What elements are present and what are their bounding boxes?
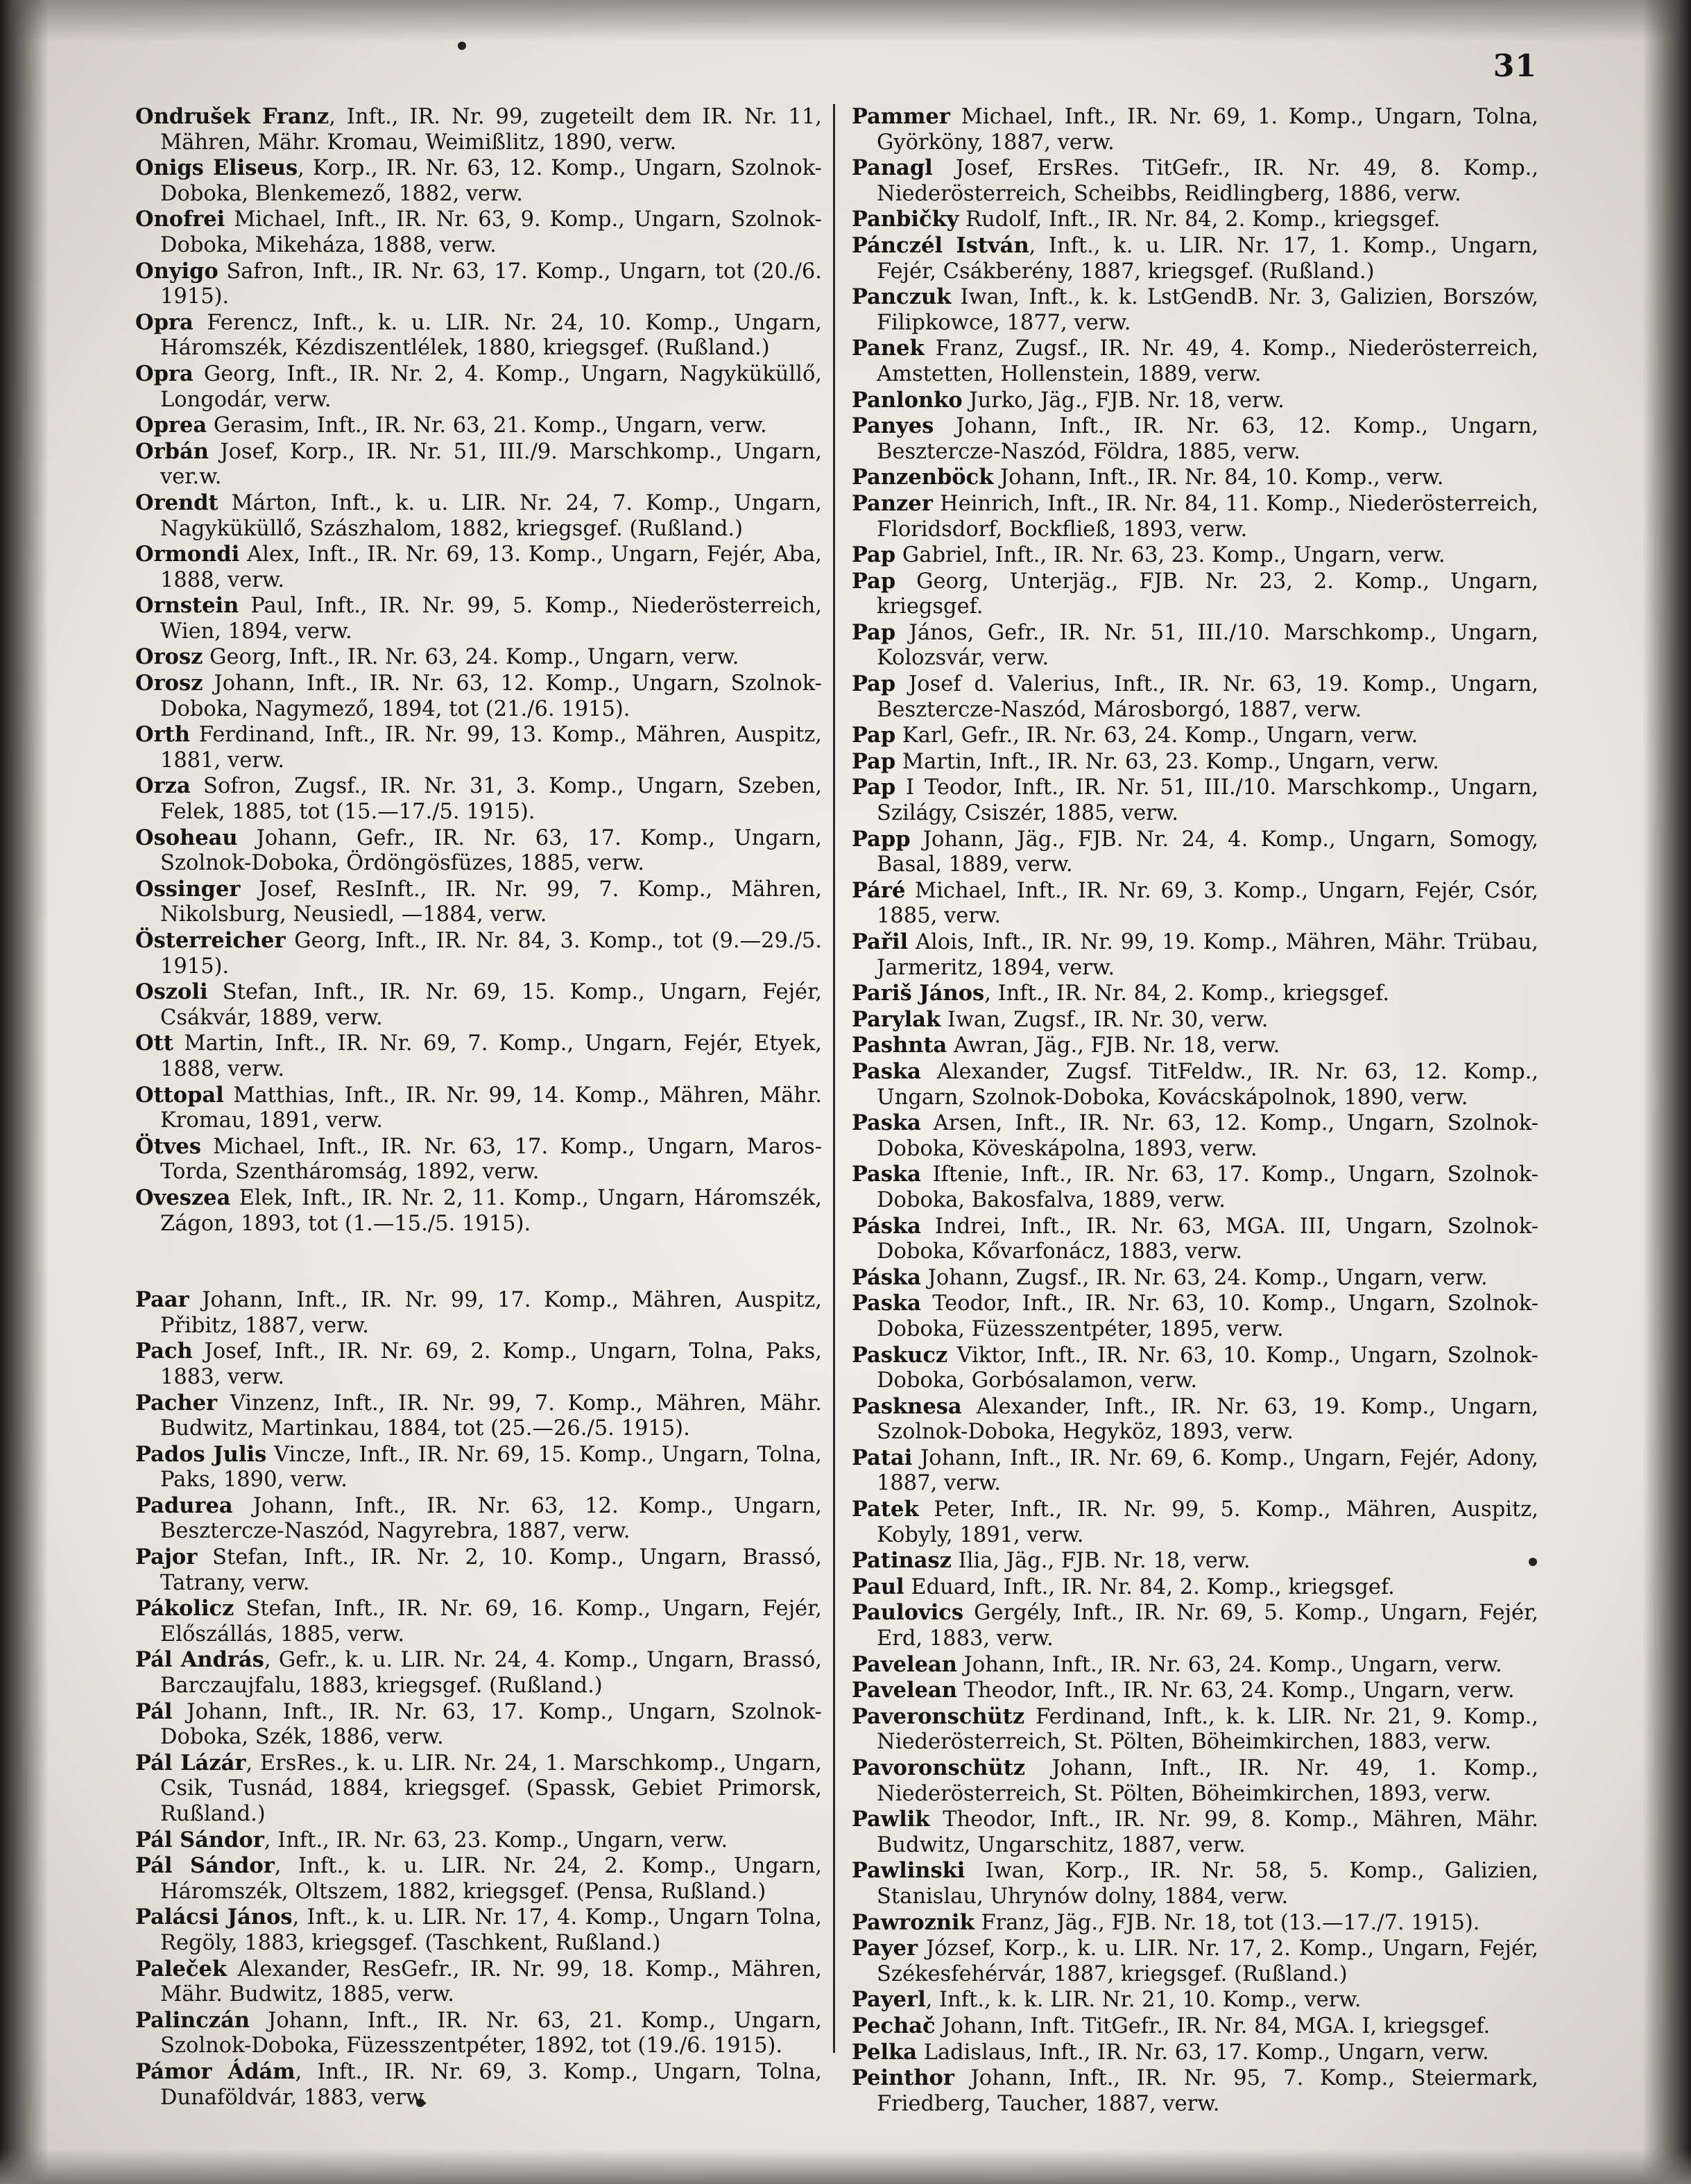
- entry-surname: Panagl: [852, 155, 933, 181]
- entry-surname: Orbán: [135, 438, 209, 464]
- left-column: [135, 104, 822, 2110]
- entry-details: József, Korp., k. u. LIR. Nr. 17, 2. Komp., Ungarn, Fejér, Székesfehérvár, 1887, kriegsgef. (Rußland.): [877, 1936, 1538, 1986]
- entry-details: Rudolf, Inft., IR. Nr. 84, 2. Komp., kriegsgef.: [959, 207, 1441, 232]
- list-entry: [135, 1185, 822, 1237]
- list-entry: [852, 207, 1538, 233]
- list-entry: [852, 465, 1538, 491]
- entry-details: Stefan, Inft., IR. Nr. 69, 16. Komp., Ungarn, Fejér, Előszállás, 1885, verw.: [160, 1597, 822, 1646]
- list-entry: [135, 1904, 822, 1956]
- list-entry: [135, 413, 822, 439]
- entry-surname: Panzenböck: [852, 465, 994, 490]
- list-entry: [135, 207, 822, 258]
- entry-surname: Österreicher: [135, 928, 286, 953]
- entry-details: Jurko, Jäg., FJB. Nr. 18, verw.: [962, 388, 1285, 413]
- list-entry: [135, 773, 822, 825]
- entry-details: Alexander, ResGefr., IR. Nr. 99, 18. Komp., Mähren, Mähr. Budwitz, 1885, verw.: [160, 1957, 822, 2007]
- list-entry: [135, 1596, 822, 1647]
- list-entry: [852, 1936, 1538, 1987]
- entry-surname: Orosz: [135, 644, 203, 670]
- entry-details: Johann, Inft., IR. Nr. 63, 21. Komp., Ungarn, Szolnok-Doboka, Füzesszentpéter, 1892, tot (19./6. 1915).: [160, 2008, 822, 2058]
- entry-details: Josef, ErsRes. TitGefr., IR. Nr. 49, 8. Komp., Niederösterreich, Scheibbs, Reidlingberg, 1886, verw.: [877, 156, 1538, 206]
- entry-details: Michael, Inft., IR. Nr. 63, 17. Komp., Ungarn, Maros-Torda, Szentháromság, 1892, verw.: [160, 1134, 822, 1185]
- entry-surname: Paulovics: [852, 1600, 964, 1626]
- entry-details: Johann, Inft., IR. Nr. 69, 6. Komp., Ungarn, Fejér, Adony, 1887, verw.: [877, 1445, 1538, 1496]
- entry-details: , Inft., IR. Nr. 99, zugeteilt dem IR. Nr. 11, Mähren, Mähr. Kromau, Weimißlitz, 1890, verw.: [160, 105, 822, 155]
- list-entry: [852, 1652, 1538, 1678]
- entry-details: , Inft., IR. Nr. 84, 2. Komp., kriegsgef.: [984, 981, 1390, 1006]
- entry-details: Georg, Unterjäg., FJB. Nr. 23, 2. Komp., Ungarn, kriegsgef.: [877, 569, 1538, 619]
- entry-surname: Oprea: [135, 413, 207, 438]
- list-entry: [852, 1807, 1538, 1858]
- entry-details: Johann, Inft., IR. Nr. 84, 10. Komp., verw.: [993, 465, 1444, 490]
- list-entry: [852, 2065, 1538, 2117]
- entry-details: Iwan, Zugsf., IR. Nr. 30, verw.: [941, 1007, 1269, 1032]
- list-entry: [135, 825, 822, 877]
- list-entry: [135, 361, 822, 413]
- list-entry: [135, 1957, 822, 2008]
- list-entry: [852, 1987, 1538, 2013]
- list-entry: [852, 1394, 1538, 1445]
- list-entry: [852, 388, 1538, 414]
- entry-details: Johann, Inft. TitGefr., IR. Nr. 84, MGA. I, kriegsgef.: [935, 2013, 1491, 2038]
- list-entry: [852, 929, 1538, 981]
- list-entry: [852, 284, 1538, 336]
- scan-shadow-right: [1642, 0, 1691, 2184]
- entry-surname: Páska: [852, 1264, 921, 1290]
- list-entry: [135, 310, 822, 361]
- entry-details: Gabriel, Inft., IR. Nr. 63, 23. Komp., Ungarn, verw.: [895, 543, 1445, 568]
- entry-details: Stefan, Inft., IR. Nr. 69, 15. Komp., Ungarn, Fejér, Csákvár, 1889, verw.: [160, 980, 822, 1030]
- list-entry: [852, 104, 1538, 155]
- entry-surname: Pámor Ádám: [135, 2058, 295, 2084]
- list-entry: [852, 1445, 1538, 1497]
- entry-details: Stefan, Inft., IR. Nr. 2, 10. Komp., Ungarn, Brassó, Tatrany, verw.: [160, 1545, 822, 1595]
- list-entry: [852, 1574, 1538, 1601]
- entry-surname: Pál Sándor: [135, 1853, 275, 1879]
- entry-surname: Panlonko: [852, 387, 963, 413]
- list-entry: [852, 827, 1538, 878]
- entry-details: Georg, Inft., IR. Nr. 84, 3. Komp., tot (9.—29./5. 1915).: [160, 929, 822, 979]
- entry-details: János, Gefr., IR. Nr. 51, III./10. Marschkomp., Ungarn, Kolozsvár, verw.: [877, 620, 1538, 671]
- column-divider: [833, 104, 835, 2053]
- list-entry: [135, 1391, 822, 1442]
- entry-surname: Pajor: [135, 1545, 198, 1570]
- list-entry: [852, 620, 1538, 671]
- entry-details: Johann, Inft., IR. Nr. 49, 1. Komp., Niederösterreich, St. Pölten, Böheimkirchen, 1893, verw.: [877, 1756, 1538, 1806]
- entry-details: Georg, Inft., IR. Nr. 63, 24. Komp., Ungarn, verw.: [203, 645, 739, 670]
- entry-surname: Pál Lázár: [135, 1750, 246, 1775]
- ink-speck: [458, 42, 466, 50]
- list-entry: [852, 1214, 1538, 1265]
- entry-surname: Ondrušek Franz: [135, 104, 329, 129]
- list-entry: [852, 1910, 1538, 1936]
- entry-surname: Pawroznik: [852, 1909, 975, 1935]
- entry-details: Michael, Inft., IR. Nr. 69, 1. Komp., Ungarn, Tolna, Györköny, 1887, verw.: [877, 105, 1538, 155]
- list-entry: [852, 1007, 1538, 1033]
- list-entry: [135, 671, 822, 722]
- entry-details: Awran, Jäg., FJB. Nr. 18, verw.: [947, 1033, 1280, 1058]
- entry-surname: Palinczán: [135, 2007, 250, 2033]
- list-entry: [135, 2008, 822, 2059]
- entry-details: Alois, Inft., IR. Nr. 99, 19. Komp., Mähren, Mähr. Trübau, Jarmeritz, 1894, verw.: [877, 930, 1538, 980]
- entry-surname: Pap: [852, 568, 896, 594]
- entry-details: Eduard, Inft., IR. Nr. 84, 2. Komp., kriegsgef.: [904, 1574, 1395, 1599]
- entry-surname: Páré: [852, 877, 906, 903]
- entry-surname: Payerl: [852, 1987, 926, 2013]
- entry-details: , Inft., k. u. LIR. Nr. 17, 1. Komp., Ungarn, Fejér, Csákberény, 1887, kriegsgef. (Rußland.): [877, 233, 1538, 284]
- entry-surname: Ott: [135, 1031, 173, 1056]
- entry-surname: Padurea: [135, 1493, 233, 1518]
- entry-surname: Paska: [852, 1162, 921, 1187]
- entry-details: Johann, Zugsf., IR. Nr. 63, 24. Komp., Ungarn, verw.: [920, 1265, 1488, 1290]
- list-entry: [135, 2059, 822, 2110]
- entry-surname: Pashnta: [852, 1033, 947, 1058]
- entry-details: I Teodor, Inft., IR. Nr. 51, III./10. Marschkomp., Ungarn, Szilágy, Csiszér, 1885, verw.: [877, 775, 1538, 826]
- right-column: [852, 104, 1538, 2117]
- entry-surname: Pacher: [135, 1390, 218, 1416]
- entry-details: Matthias, Inft., IR. Nr. 99, 14. Komp., Mähren, Mähr. Kromau, 1891, verw.: [160, 1083, 822, 1133]
- entry-details: Márton, Inft., k. u. LIR. Nr. 24, 7. Komp., Ungarn, Nagyküküllő, Szászhalom, 1882, kriegsgef. (Rußland.): [160, 490, 822, 541]
- entry-surname: Oszoli: [135, 979, 208, 1005]
- entry-surname: Orendt: [135, 490, 218, 515]
- entry-surname: Pavoronschütz: [852, 1755, 1026, 1780]
- entry-surname: Pap: [852, 671, 896, 697]
- entry-surname: Panzer: [852, 490, 933, 516]
- entry-details: Johann, Inft., IR. Nr. 99, 17. Komp., Mähren, Auspitz, Přibitz, 1887, verw.: [160, 1288, 822, 1338]
- entry-details: Arsen, Inft., IR. Nr. 63, 12. Komp., Ungarn, Szolnok-Doboka, Köveskápolna, 1893, verw.: [877, 1111, 1538, 1161]
- list-entry: [135, 155, 822, 207]
- entry-surname: Pap: [852, 748, 896, 774]
- entry-surname: Pál: [135, 1699, 173, 1724]
- list-entry: [852, 723, 1538, 749]
- entry-surname: Ossinger: [135, 876, 241, 902]
- entry-details: Gerasim, Inft., IR. Nr. 63, 21. Komp., Ungarn, verw.: [207, 413, 767, 438]
- entry-details: Josef, Korp., IR. Nr. 51, III./9. Marschkomp., Ungarn, ver.w.: [160, 439, 822, 490]
- entry-details: Teodor, Inft., IR. Nr. 63, 10. Komp., Ungarn, Szolnok-Doboka, Füzesszentpéter, 1895, verw.: [877, 1291, 1538, 1341]
- list-entry: [135, 877, 822, 928]
- entry-surname: Payer: [852, 1936, 918, 1961]
- entry-details: Michael, Inft., IR. Nr. 69, 3. Komp., Ungarn, Fejér, Csór, 1885, verw.: [877, 878, 1538, 929]
- entry-surname: Pap: [852, 723, 896, 748]
- entry-details: , ErsRes., k. u. LIR. Nr. 24, 1. Marschkomp., Ungarn, Csik, Tusnád, 1884, kriegsgef. (Spassk, Gebiet Primorsk, Rußland.): [160, 1751, 822, 1826]
- list-entry: [135, 1828, 822, 1854]
- list-entry: [135, 1647, 822, 1699]
- entry-details: Martin, Inft., IR. Nr. 63, 23. Komp., Ungarn, verw.: [895, 749, 1439, 774]
- entry-surname: Pavelean: [852, 1678, 957, 1703]
- scan-shadow-top: [0, 0, 1691, 42]
- entry-surname: Paska: [852, 1058, 921, 1084]
- list-entry: [135, 259, 822, 310]
- list-entry: [852, 1678, 1538, 1704]
- entry-details: Vinzenz, Inft., IR. Nr. 99, 7. Komp., Mähren, Mähr. Budwitz, Martinkau, 1884, tot (25.—26./5. 1915).: [160, 1391, 822, 1441]
- list-entry: [135, 644, 822, 671]
- list-entry: [852, 542, 1538, 569]
- entry-surname: Orza: [135, 773, 191, 799]
- list-entry: [135, 439, 822, 490]
- entry-surname: Pasknesa: [852, 1393, 962, 1419]
- entry-details: Josef d. Valerius, Inft., IR. Nr. 63, 19. Komp., Ungarn, Besztercze-Naszód, Márosborgó, 1887, verw.: [877, 672, 1538, 722]
- list-entry: [135, 1545, 822, 1596]
- entry-details: , Korp., IR. Nr. 63, 12. Komp., Ungarn, Szolnok-Doboka, Blenkemező, 1882, verw.: [160, 156, 822, 206]
- entry-surname: Ottopal: [135, 1082, 224, 1108]
- list-entry: [135, 1493, 822, 1545]
- list-entry: [135, 1699, 822, 1751]
- entry-surname: Opra: [135, 309, 194, 335]
- entry-surname: Ormondi: [135, 542, 240, 567]
- list-entry: [852, 155, 1538, 207]
- list-entry: [852, 233, 1538, 284]
- entry-surname: Paveronschütz: [852, 1703, 1025, 1729]
- entry-surname: Pammer: [852, 104, 950, 129]
- entry-surname: Palácsi János: [135, 1904, 293, 1930]
- entry-details: Paul, Inft., IR. Nr. 99, 5. Komp., Niederösterreich, Wien, 1894, verw.: [160, 594, 822, 644]
- entry-surname: Pawlik: [852, 1807, 930, 1832]
- entry-details: , Gefr., k. u. LIR. Nr. 24, 4. Komp., Ungarn, Brassó, Barczaujfalu, 1883, kriegsgef. (Rußland.): [160, 1648, 822, 1699]
- entry-surname: Opra: [135, 361, 194, 386]
- list-entry: [852, 1162, 1538, 1213]
- entry-details: Viktor, Inft., IR. Nr. 63, 10. Komp., Ungarn, Szolnok-Doboka, Gorbósalamon, verw.: [877, 1343, 1538, 1393]
- entry-surname: Parylak: [852, 1006, 941, 1032]
- entry-surname: Ötves: [135, 1133, 201, 1159]
- list-entry: [852, 1600, 1538, 1651]
- entry-details: Indrei, Inft., IR. Nr. 63, MGA. III, Ungarn, Szolnok-Doboka, Kővarfonácz, 1883, verw.: [877, 1214, 1538, 1264]
- list-entry: [135, 104, 822, 155]
- entry-details: Iwan, Inft., k. k. LstGendB. Nr. 3, Galizien, Borszów, Filipkowce, 1877, verw.: [877, 285, 1538, 335]
- list-entry: [135, 542, 822, 593]
- entry-surname: Pariš János: [852, 981, 985, 1006]
- entry-details: Safron, Inft., IR. Nr. 63, 17. Komp., Ungarn, tot (20./6. 1915).: [160, 259, 822, 309]
- list-entry: [852, 1059, 1538, 1110]
- entry-details: Elek, Inft., IR. Nr. 2, 11. Komp., Ungarn, Háromszék, Zágon, 1893, tot (1.—15./5. 1915).: [160, 1185, 822, 1236]
- entry-surname: Orth: [135, 722, 190, 748]
- entry-details: Johann, Inft., IR. Nr. 63, 12. Komp., Ungarn, Szolnok-Doboka, Nagymező, 1894, tot (21./6. 1915).: [160, 671, 822, 721]
- list-entry: [852, 336, 1538, 387]
- entry-surname: Pach: [135, 1339, 193, 1364]
- entry-surname: Pados Julis: [135, 1441, 267, 1467]
- entry-details: , Inft., IR. Nr. 69, 3. Komp., Ungarn, Tolna, Dunaföldvár, 1883, verw.: [160, 2059, 822, 2110]
- entry-surname: Panyes: [852, 413, 934, 439]
- list-entry: [852, 671, 1538, 723]
- entry-surname: Patai: [852, 1445, 913, 1470]
- entry-surname: Pap: [852, 542, 896, 568]
- entry-details: Theodor, Inft., IR. Nr. 63, 24. Komp., Ungarn, verw.: [956, 1678, 1515, 1703]
- entry-surname: Paar: [135, 1287, 189, 1313]
- entry-details: Heinrich, Inft., IR. Nr. 84, 11. Komp., Niederösterreich, Floridsdorf, Bockfließ, 1893, verw.: [877, 491, 1538, 542]
- entry-details: Peter, Inft., IR. Nr. 99, 5. Komp., Mähren, Auspitz, Kobyly, 1891, verw.: [877, 1497, 1538, 1547]
- page-number: 31: [1493, 49, 1537, 84]
- scan-shadow-left: [0, 0, 49, 2184]
- list-entry: [852, 491, 1538, 542]
- entry-surname: Onigs Eliseus: [135, 155, 298, 181]
- entry-surname: Papp: [852, 826, 911, 852]
- list-entry: [852, 981, 1538, 1007]
- entry-details: Johann, Inft., IR. Nr. 95, 7. Komp., Steiermark, Friedberg, Taucher, 1887, verw.: [877, 2066, 1538, 2116]
- list-entry: [852, 1291, 1538, 1342]
- entry-surname: Pechač: [852, 2013, 936, 2038]
- entry-details: Alexander, Zugsf. TitFeldw., IR. Nr. 63, 12. Komp., Ungarn, Szolnok-Doboka, Kovácskápolnok, 1890, verw.: [877, 1059, 1538, 1110]
- list-entry: [135, 1442, 822, 1493]
- entry-details: Karl, Gefr., IR. Nr. 63, 24. Komp., Ungarn, verw.: [895, 723, 1418, 748]
- entry-details: Iftenie, Inft., IR. Nr. 63, 17. Komp., Ungarn, Szolnok-Doboka, Bakosfalva, 1889, verw.: [877, 1162, 1538, 1212]
- entry-details: , Inft., IR. Nr. 63, 23. Komp., Ungarn, verw.: [264, 1828, 728, 1852]
- list-entry: [852, 1497, 1538, 1548]
- entry-surname: Pál András: [135, 1647, 264, 1673]
- entry-surname: Pap: [852, 619, 896, 645]
- list-entry: [852, 1858, 1538, 1909]
- entry-details: Georg, Inft., IR. Nr. 2, 4. Komp., Ungarn, Nagyküküllő, Longodár, verw.: [160, 361, 822, 412]
- list-entry: [852, 1755, 1538, 1807]
- list-entry: [852, 2013, 1538, 2040]
- entry-surname: Pelka: [852, 2039, 918, 2065]
- entry-surname: Patinasz: [852, 1548, 952, 1574]
- entry-surname: Pál Sándor: [135, 1827, 264, 1852]
- list-entry: [852, 1265, 1538, 1291]
- entry-details: Johann, Gefr., IR. Nr. 63, 17. Komp., Ungarn, Szolnok-Doboka, Ördöngösfüzes, 1885, verw.: [160, 825, 822, 876]
- list-entry: [852, 2040, 1538, 2066]
- list-entry: [135, 1287, 822, 1339]
- list-entry: [135, 1853, 822, 1904]
- list-entry: [852, 749, 1538, 775]
- section-gap: [135, 1237, 822, 1287]
- entry-surname: Panek: [852, 336, 925, 361]
- entry-details: Johann, Inft., IR. Nr. 63, 24. Komp., Ungarn, verw.: [956, 1652, 1502, 1677]
- entry-surname: Orosz: [135, 671, 203, 696]
- entry-surname: Ornstein: [135, 593, 239, 619]
- entry-surname: Patek: [852, 1497, 919, 1522]
- list-entry: [852, 1704, 1538, 1755]
- entry-details: Johann, Inft., IR. Nr. 63, 17. Komp., Ungarn, Szolnok-Doboka, Szék, 1886, verw.: [160, 1699, 822, 1750]
- list-entry: [852, 878, 1538, 929]
- entry-details: Vincze, Inft., IR. Nr. 69, 15. Komp., Ungarn, Tolna, Paks, 1890, verw.: [160, 1442, 823, 1493]
- entry-details: Ilia, Jäg., FJB. Nr. 18, verw.: [951, 1549, 1251, 1574]
- entry-details: Josef, Inft., IR. Nr. 69, 2. Komp., Ungarn, Tolna, Paks, 1883, verw.: [160, 1339, 822, 1389]
- entry-details: Josef, ResInft., IR. Nr. 99, 7. Komp., Mähren, Nikolsburg, Neusiedl, —1884, verw.: [160, 877, 822, 927]
- entry-details: , Inft., k. k. LIR. Nr. 21, 10. Komp., verw.: [925, 1988, 1362, 2013]
- entry-details: Martin, Inft., IR. Nr. 69, 7. Komp., Ungarn, Fejér, Etyek, 1888, verw.: [160, 1031, 822, 1081]
- entry-surname: Paska: [852, 1110, 921, 1136]
- entry-details: Ferencz, Inft., k. u. LIR. Nr. 24, 10. Komp., Ungarn, Háromszék, Kézdiszentlélek, 1880, kriegsgef. (Rußland.): [160, 310, 822, 361]
- entry-surname: Paskucz: [852, 1342, 948, 1368]
- list-entry: [135, 1083, 822, 1134]
- entry-surname: Oveszea: [135, 1185, 231, 1210]
- list-entry: [852, 1110, 1538, 1162]
- entry-details: Theodor, Inft., IR. Nr. 99, 8. Komp., Mähren, Mähr. Budwitz, Ungarschitz, 1887, verw.: [877, 1807, 1538, 1857]
- entry-surname: Onyigo: [135, 258, 218, 284]
- entry-surname: Páska: [852, 1213, 921, 1239]
- entry-surname: Panbičky: [852, 207, 959, 232]
- entry-details: Johann, Inft., IR. Nr. 63, 12. Komp., Ungarn, Besztercze-Naszód, Földra, 1885, verw.: [877, 414, 1538, 464]
- entry-details: Michael, Inft., IR. Nr. 63, 9. Komp., Ungarn, Szolnok-Doboka, Mikeháza, 1888, verw.: [160, 207, 822, 257]
- entry-surname: Paska: [852, 1291, 921, 1316]
- entry-surname: Panczuk: [852, 284, 952, 310]
- entry-details: Ladislaus, Inft., IR. Nr. 63, 17. Komp., Ungarn, verw.: [917, 2040, 1489, 2065]
- entry-details: Franz, Jäg., FJB. Nr. 18, tot (13.—17./7. 1915).: [974, 1910, 1480, 1935]
- entry-details: Ferdinand, Inft., IR. Nr. 99, 13. Komp., Mähren, Auspitz, 1881, verw.: [160, 723, 822, 773]
- list-entry: [852, 413, 1538, 465]
- list-entry: [135, 1031, 822, 1082]
- list-entry: [852, 1033, 1538, 1059]
- entry-surname: Paul: [852, 1574, 904, 1599]
- entry-details: Johann, Inft., IR. Nr. 63, 12. Komp., Ungarn, Besztercze-Naszód, Nagyrebra, 1887, verw.: [160, 1493, 822, 1544]
- list-entry: [135, 722, 822, 773]
- entry-details: Johann, Jäg., FJB. Nr. 24, 4. Komp., Ungarn, Somogy, Basal, 1889, verw.: [877, 827, 1538, 877]
- entry-surname: Pánczél István: [852, 232, 1029, 258]
- list-entry: [135, 1134, 822, 1185]
- list-entry: [135, 593, 822, 644]
- list-entry: [852, 569, 1538, 620]
- entry-surname: Pákolicz: [135, 1596, 234, 1622]
- entry-details: , Inft., k. u. LIR. Nr. 24, 2. Komp., Ungarn, Háromszék, Oltszem, 1882, kriegsgef. (Pensa, Rußland.): [160, 1854, 822, 1904]
- entry-surname: Paleček: [135, 1956, 227, 1981]
- list-entry: [852, 1343, 1538, 1394]
- list-entry: [852, 775, 1538, 826]
- entry-surname: Peinthor: [852, 2065, 954, 2091]
- entry-surname: Pawlinski: [852, 1858, 965, 1884]
- scan-shadow-bottom: [0, 2149, 1691, 2184]
- entry-surname: Pap: [852, 775, 896, 800]
- entry-details: , Inft., k. u. LIR. Nr. 17, 4. Komp., Ungarn Tolna, Regöly, 1883, kriegsgef. (Taschkent, Rußland.): [160, 1905, 822, 1955]
- entry-details: Alexander, Inft., IR. Nr. 63, 19. Komp., Ungarn, Szolnok-Doboka, Hegyköz, 1893, verw.: [877, 1394, 1538, 1445]
- entry-details: Franz, Zugsf., IR. Nr. 49, 4. Komp., Niederösterreich, Amstetten, Hollenstein, 1889, verw.: [877, 336, 1538, 386]
- entry-details: Ferdinand, Inft., k. k. LIR. Nr. 21, 9. Komp., Niederösterreich, St. Pölten, Böheimkirchen, 1883, verw.: [877, 1704, 1538, 1755]
- entry-details: Alex, Inft., IR. Nr. 69, 13. Komp., Ungarn, Fejér, Aba, 1888, verw.: [160, 542, 822, 592]
- entry-surname: Onofrei: [135, 207, 225, 232]
- entry-surname: Pařil: [852, 929, 909, 954]
- list-entry: [135, 979, 822, 1031]
- list-entry: [852, 1548, 1538, 1574]
- entry-details: Sofron, Zugsf., IR. Nr. 31, 3. Komp., Ungarn, Szeben, Felek, 1885, tot (15.—17./5. 1915).: [160, 774, 822, 825]
- entry-details: Gergély, Inft., IR. Nr. 69, 5. Komp., Ungarn, Fejér, Erd, 1883, verw.: [877, 1601, 1538, 1651]
- list-entry: [135, 928, 822, 979]
- entry-surname: Pavelean: [852, 1651, 957, 1677]
- list-entry: [135, 490, 822, 542]
- list-entry: [135, 1751, 822, 1828]
- entry-details: Iwan, Korp., IR. Nr. 58, 5. Komp., Galizien, Stanislau, Uhrynów dolny, 1884, verw.: [877, 1859, 1538, 1909]
- entry-surname: Osoheau: [135, 825, 238, 850]
- list-entry: [135, 1339, 822, 1390]
